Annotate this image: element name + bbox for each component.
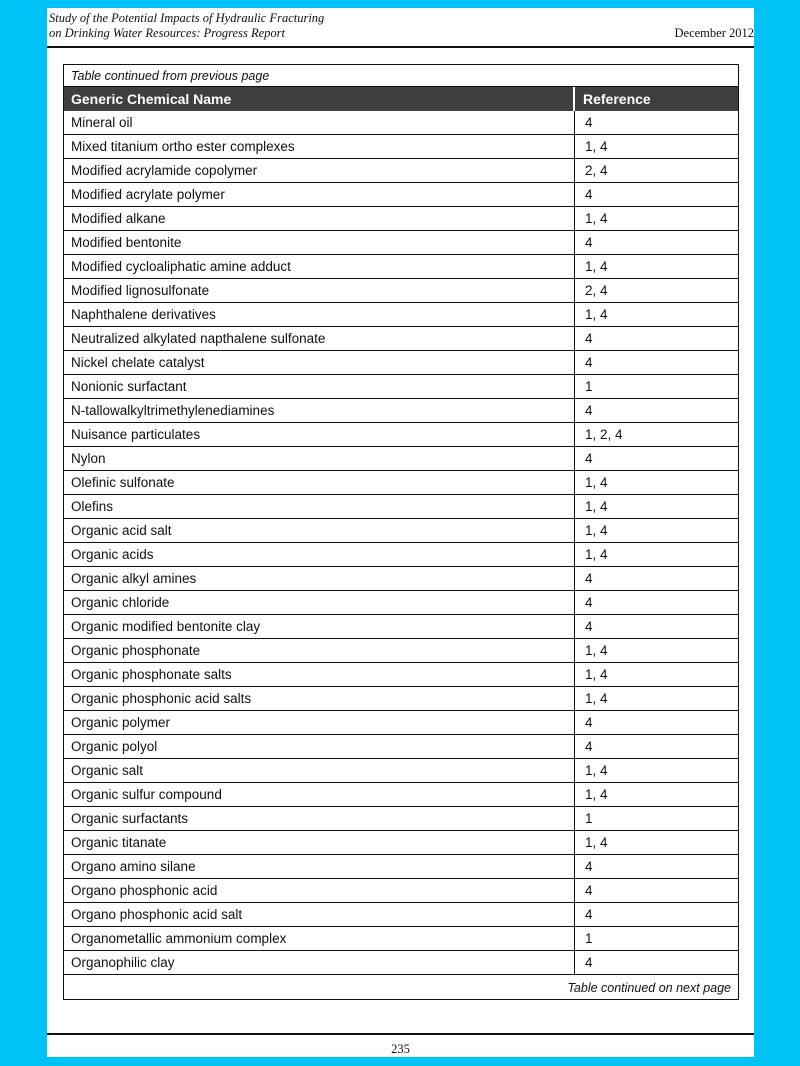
chemical-name-cell: Modified alkane bbox=[64, 207, 575, 230]
table-row bbox=[64, 231, 738, 255]
chemical-name-cell: Olefins bbox=[64, 495, 575, 518]
chemical-name-cell: Organic phosphonate bbox=[64, 639, 575, 662]
chemical-name-cell: Nylon bbox=[64, 447, 575, 470]
table-row bbox=[64, 711, 738, 735]
chemical-name-cell: Organic modified bentonite clay bbox=[64, 615, 575, 638]
chemical-name-cell: Organic polymer bbox=[64, 711, 575, 734]
table-row bbox=[64, 399, 738, 423]
reference-cell: 1, 4 bbox=[585, 307, 608, 322]
report-title-line-2: on Drinking Water Resources: Progress Report bbox=[49, 26, 285, 40]
reference-cell: 4 bbox=[585, 403, 593, 418]
table-row bbox=[64, 855, 738, 879]
chemical-name-cell: Nonionic surfactant bbox=[64, 375, 575, 398]
chemical-name-cell: Organic acid salt bbox=[64, 519, 575, 542]
reference-cell: 1, 4 bbox=[585, 835, 608, 850]
page-number: 235 bbox=[391, 1042, 410, 1056]
chemical-name-cell: Organic acids bbox=[64, 543, 575, 566]
header-divider bbox=[47, 46, 754, 48]
chemical-name-cell: Modified acrylate polymer bbox=[64, 183, 575, 206]
chemical-name-cell: Modified cycloaliphatic amine adduct bbox=[64, 255, 575, 278]
reference-cell: 1, 4 bbox=[585, 259, 608, 274]
table-row bbox=[64, 615, 738, 639]
reference-cell: 4 bbox=[585, 355, 593, 370]
chemical-name-cell: Modified acrylamide copolymer bbox=[64, 159, 575, 182]
chemical-name-cell: Organometallic ammonium complex bbox=[64, 927, 575, 950]
table-row bbox=[64, 567, 738, 591]
table-row bbox=[64, 951, 738, 975]
table-row bbox=[64, 879, 738, 903]
reference-cell: 4 bbox=[585, 187, 593, 202]
reference-cell: 4 bbox=[585, 235, 593, 250]
reference-cell: 1, 4 bbox=[585, 667, 608, 682]
reference-cell: 1, 4 bbox=[585, 499, 608, 514]
table-row bbox=[64, 495, 738, 519]
reference-cell: 2, 4 bbox=[585, 283, 608, 298]
reference-cell: 4 bbox=[585, 619, 593, 634]
column-header-reference: Reference bbox=[583, 91, 651, 107]
table-row bbox=[64, 303, 738, 327]
table-row bbox=[64, 807, 738, 831]
column-header-chemical-name: Generic Chemical Name bbox=[64, 87, 575, 111]
reference-cell: 2, 4 bbox=[585, 163, 608, 178]
table-row bbox=[64, 519, 738, 543]
chemical-name-cell: N-tallowalkyltrimethylenediamines bbox=[64, 399, 575, 422]
chemical-name-cell: Organic phosphonate salts bbox=[64, 663, 575, 686]
table-row bbox=[64, 591, 738, 615]
reference-cell: 1 bbox=[585, 811, 593, 826]
chemical-name-cell: Organic salt bbox=[64, 759, 575, 782]
report-date: December 2012 bbox=[674, 26, 754, 40]
chemical-name-cell: Modified bentonite bbox=[64, 231, 575, 254]
reference-cell: 1, 4 bbox=[585, 691, 608, 706]
reference-cell: 1, 4 bbox=[585, 763, 608, 778]
table-row bbox=[64, 927, 738, 951]
table-row bbox=[64, 831, 738, 855]
chemical-name-cell: Organo amino silane bbox=[64, 855, 575, 878]
reference-cell: 4 bbox=[585, 595, 593, 610]
reference-cell: 1, 4 bbox=[585, 643, 608, 658]
table-header-row bbox=[64, 87, 738, 111]
chemical-name-cell: Organo phosphonic acid bbox=[64, 879, 575, 902]
table-row bbox=[64, 783, 738, 807]
chemical-name-cell: Naphthalene derivatives bbox=[64, 303, 575, 326]
reference-cell: 4 bbox=[585, 115, 593, 130]
reference-cell: 4 bbox=[585, 907, 593, 922]
table-row bbox=[64, 639, 738, 663]
reference-cell: 1, 4 bbox=[585, 523, 608, 538]
reference-cell: 4 bbox=[585, 451, 593, 466]
table-row bbox=[64, 255, 738, 279]
reference-cell: 1 bbox=[585, 931, 593, 946]
reference-cell: 4 bbox=[585, 571, 593, 586]
chemical-name-cell: Mixed titanium ortho ester complexes bbox=[64, 135, 575, 158]
reference-cell: 4 bbox=[585, 955, 593, 970]
reference-cell: 1, 4 bbox=[585, 475, 608, 490]
table-continued-from-note: Table continued from previous page bbox=[64, 65, 738, 87]
table-row bbox=[64, 687, 738, 711]
chemical-name-cell: Organic titanate bbox=[64, 831, 575, 854]
table-row bbox=[64, 759, 738, 783]
reference-cell: 1, 4 bbox=[585, 547, 608, 562]
reference-cell: 4 bbox=[585, 859, 593, 874]
table-row bbox=[64, 423, 738, 447]
table-row bbox=[64, 471, 738, 495]
table-body bbox=[64, 111, 738, 975]
chemical-name-cell: Organic alkyl amines bbox=[64, 567, 575, 590]
chemical-name-cell: Organic polyol bbox=[64, 735, 575, 758]
chemical-name-cell: Nuisance particulates bbox=[64, 423, 575, 446]
table-row bbox=[64, 327, 738, 351]
document-page bbox=[47, 8, 754, 1057]
table-continued-on-note: Table continued on next page bbox=[567, 981, 731, 995]
reference-cell: 1 bbox=[585, 379, 593, 394]
table-row bbox=[64, 543, 738, 567]
reference-cell: 1, 2, 4 bbox=[585, 427, 623, 442]
reference-cell: 4 bbox=[585, 739, 593, 754]
footer-divider bbox=[47, 1033, 754, 1035]
chemical-name-cell: Organo phosphonic acid salt bbox=[64, 903, 575, 926]
chemical-name-cell: Neutralized alkylated napthalene sulfonate bbox=[64, 327, 575, 350]
table-row bbox=[64, 279, 738, 303]
reference-cell: 1, 4 bbox=[585, 787, 608, 802]
table-row bbox=[64, 903, 738, 927]
table-row bbox=[64, 135, 738, 159]
table-row bbox=[64, 207, 738, 231]
reference-cell: 4 bbox=[585, 331, 593, 346]
chemical-name-cell: Mineral oil bbox=[64, 111, 575, 134]
table-row bbox=[64, 159, 738, 183]
chemical-name-cell: Organic chloride bbox=[64, 591, 575, 614]
report-title-line-1: Study of the Potential Impacts of Hydraulic Fracturing bbox=[49, 11, 325, 25]
chemical-table bbox=[63, 64, 739, 1000]
reference-cell: 4 bbox=[585, 883, 593, 898]
chemical-name-cell: Organophilic clay bbox=[64, 951, 575, 974]
chemical-name-cell: Organic phosphonic acid salts bbox=[64, 687, 575, 710]
chemical-name-cell: Nickel chelate catalyst bbox=[64, 351, 575, 374]
reference-cell: 1, 4 bbox=[585, 139, 608, 154]
table-row bbox=[64, 663, 738, 687]
table-row bbox=[64, 735, 738, 759]
table-row bbox=[64, 351, 738, 375]
table-row bbox=[64, 111, 738, 135]
report-title bbox=[49, 11, 324, 41]
chemical-name-cell: Modified lignosulfonate bbox=[64, 279, 575, 302]
table-row bbox=[64, 375, 738, 399]
chemical-name-cell: Organic sulfur compound bbox=[64, 783, 575, 806]
chemical-name-cell: Olefinic sulfonate bbox=[64, 471, 575, 494]
table-row bbox=[64, 183, 738, 207]
reference-cell: 4 bbox=[585, 715, 593, 730]
chemical-name-cell: Organic surfactants bbox=[64, 807, 575, 830]
reference-cell: 1, 4 bbox=[585, 211, 608, 226]
table-row bbox=[64, 447, 738, 471]
